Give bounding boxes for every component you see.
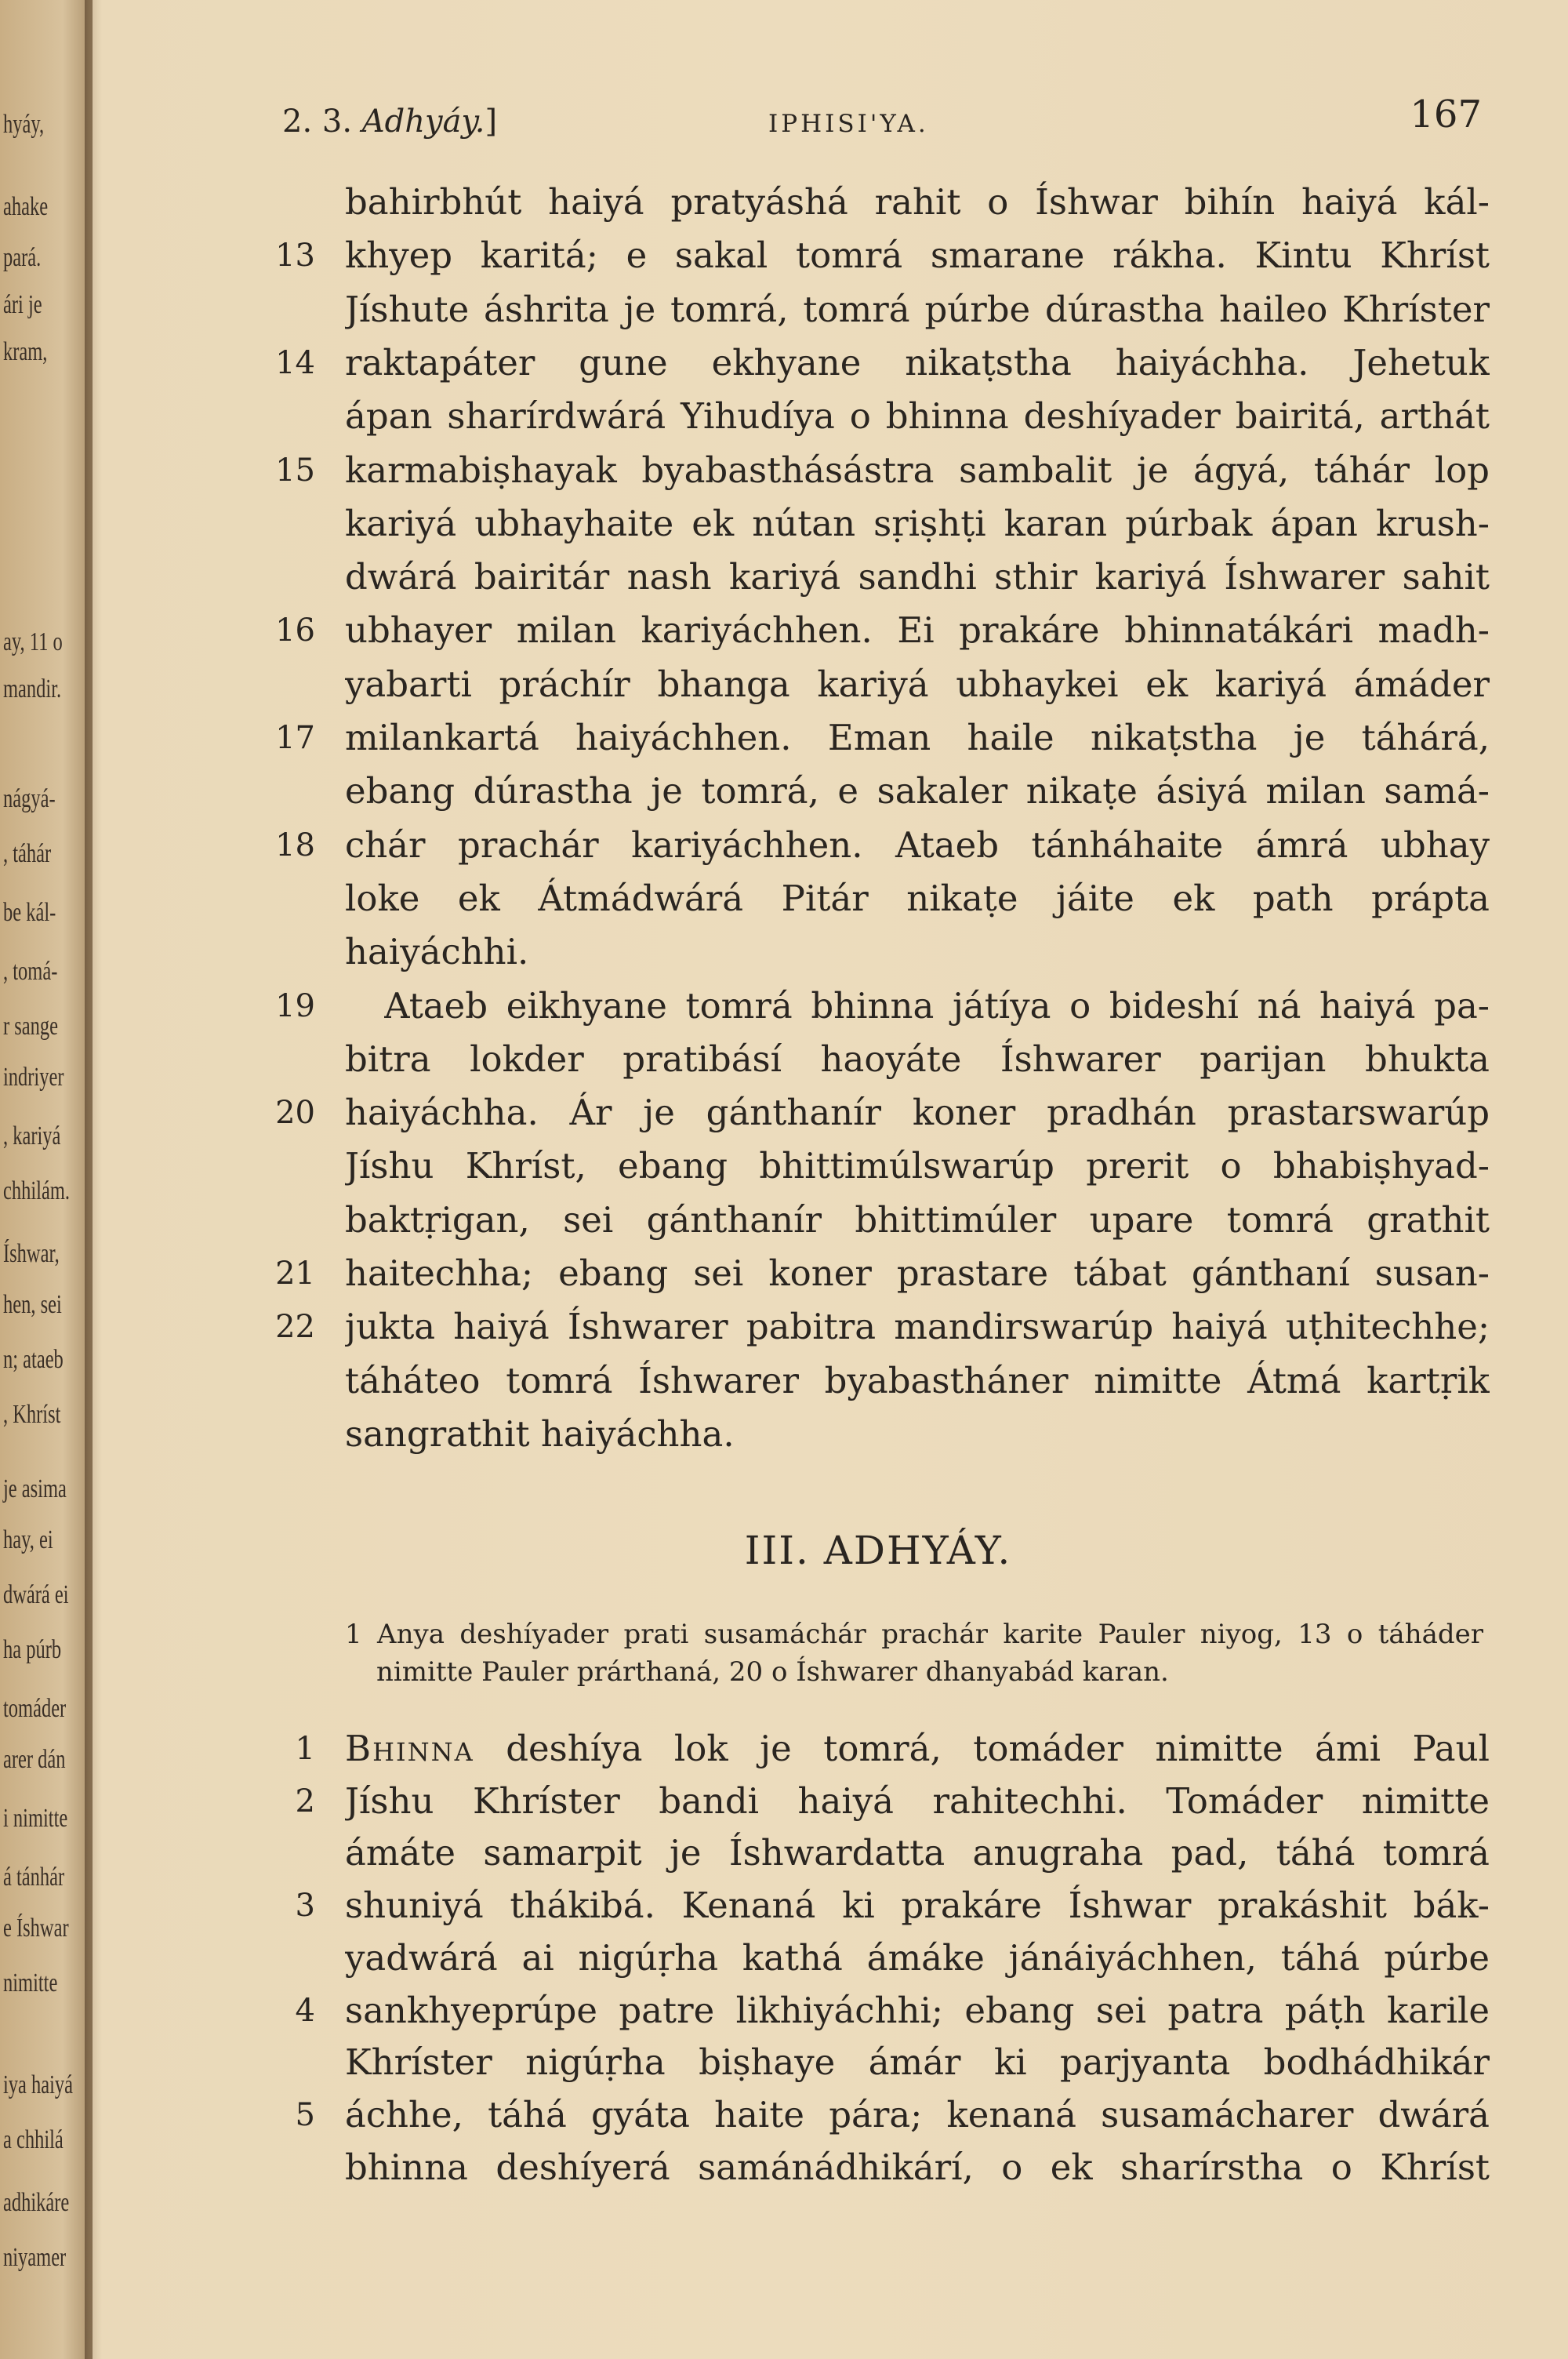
line-text: Bhinna deshíya lok je tomrá, tomáder nimitte ámi Paul xyxy=(345,1728,1490,1769)
line-text: Jíshu Khríst, ebang bhittimúlswarúp prerit o bhabiṣhyad- xyxy=(345,1145,1490,1187)
line-text: Khríster nigúṛha biṣhaye ámár ki parjyanta bodhádhikár xyxy=(345,2041,1490,2084)
page-gutter xyxy=(85,0,102,2359)
previous-page-fragment: niyamer xyxy=(3,2243,67,2272)
line-text: áchhe, táhá gyáta haite pára; kenaná susamácharer dwárá xyxy=(345,2093,1490,2135)
page-number: 167 xyxy=(1410,93,1482,136)
verse-number: 5 xyxy=(295,2096,315,2133)
running-header xyxy=(282,93,1482,140)
line-text: haiyáchhi. xyxy=(345,931,529,973)
previous-page-fragment: ári je xyxy=(3,290,42,319)
previous-page-fragment: á tánhár xyxy=(3,1863,65,1892)
verse-number: 18 xyxy=(275,827,315,863)
previous-page-fragment: dwárá ei xyxy=(3,1580,69,1609)
verse-number: 4 xyxy=(295,1992,315,2029)
previous-page-fragment: mandir. xyxy=(3,674,62,703)
verse-number: 19 xyxy=(275,987,315,1024)
verse-line xyxy=(267,2092,1490,2139)
verse-line xyxy=(267,1143,1490,1190)
previous-page-fragment: a chhilá xyxy=(3,2125,64,2154)
verse-number: 13 xyxy=(275,238,315,274)
running-title: IPHISI'YA. xyxy=(768,110,929,138)
verse-line xyxy=(267,393,1490,440)
verse-line xyxy=(267,2144,1490,2191)
verse-line xyxy=(267,286,1490,333)
line-text: dwárá bairitár nash kariyá sandhi sthir kariyá Íshwarer sahit xyxy=(345,556,1490,598)
header-section-italic: Adhyáy. xyxy=(361,104,485,140)
line-text: bitra lokder pratibásí haoyáte Íshwarer parijan bhukta xyxy=(345,1038,1490,1080)
verse-line xyxy=(267,1303,1490,1350)
previous-page-fragment: r sange xyxy=(3,1012,59,1041)
verse-line xyxy=(267,1987,1490,2034)
verse-line xyxy=(267,1197,1490,1244)
previous-page-fragment: i nimitte xyxy=(3,1804,68,1833)
line-text: yabarti práchír bhanga kariyá ubhaykei ek kariyá ámáder xyxy=(345,663,1490,705)
previous-page-fragment: hay, ei xyxy=(3,1525,53,1554)
previous-page-fragment: arer dán xyxy=(3,1745,66,1774)
verse-line xyxy=(267,2039,1490,2086)
previous-page-fragment: be kál- xyxy=(3,898,56,927)
verse-number: 2 xyxy=(295,1783,315,1819)
verse-line xyxy=(267,500,1490,547)
previous-page-fragment: je asima xyxy=(3,1474,67,1503)
verse-line xyxy=(267,1089,1490,1136)
verse-line xyxy=(267,607,1490,654)
line-text: ubhayer milan kariyáchhen. Ei prakáre bhinnatákári madh- xyxy=(345,609,1490,652)
verse-number: 17 xyxy=(275,720,315,756)
verse-line xyxy=(267,1725,1490,1772)
previous-page-fragment: nimitte xyxy=(3,1968,58,1997)
verse-number: 20 xyxy=(275,1095,315,1132)
previous-page-fragment: , tomá- xyxy=(3,957,58,986)
verse-line xyxy=(267,232,1490,279)
line-text: ebang dúrastha je tomrá, e sakaler nikaṭe ásiyá milan samá- xyxy=(345,770,1490,812)
verse-line xyxy=(267,661,1490,708)
verse-number: 16 xyxy=(275,612,315,649)
verse-line xyxy=(267,822,1490,869)
verse-line xyxy=(267,768,1490,815)
line-text: karmabiṣhayak byabasthásástra sambalit je ágyá, táhár lop xyxy=(345,449,1490,491)
line-text: haitechha; ebang sei koner prastare tábat gánthaní susan- xyxy=(345,1252,1490,1294)
previous-page-fragment: indriyer xyxy=(3,1063,64,1092)
chapter-3-title: III. ADHYÁY. xyxy=(744,1528,1012,1573)
verse-line xyxy=(267,1830,1490,1877)
drop-caps-word: Bhinna xyxy=(345,1728,474,1769)
verse-number: 1 xyxy=(295,1731,315,1767)
previous-page-fragment: , táhár xyxy=(3,839,52,868)
header-bracket: ] xyxy=(485,104,498,140)
verse-line xyxy=(267,340,1490,387)
verse-number: 21 xyxy=(275,1256,315,1292)
summary-text: nimitte Pauler prárthaná, 20 o Íshwarer dhanyabád karan. xyxy=(376,1656,1169,1688)
line-text: bhinna deshíyerá samánádhikárí, o ek sharírstha o Khríst xyxy=(345,2146,1490,2188)
line-text: Ataeb eikhyane tomrá bhinna játíya o bideshí ná haiyá pa- xyxy=(384,984,1490,1027)
line-text: milankartá haiyáchhen. Eman haile nikaṭstha je táhárá, xyxy=(345,717,1490,758)
verse-line xyxy=(267,714,1490,761)
previous-page-fragment: n; ataeb xyxy=(3,1345,64,1374)
line-text: Jíshu Khríster bandi haiyá rahitechhi. Tomáder nimitte xyxy=(345,1779,1490,1822)
summary-text: 1 Anya deshíyader prati susamáchár prachár karite Pauler niyog, 13 o táháder xyxy=(345,1619,1483,1650)
line-text: haiyáchha. Ár je gánthanír koner pradhán prastarswarúp xyxy=(345,1092,1490,1134)
line-text: loke ek Átmádwárá Pitár nikaṭe jáite ek path prápta xyxy=(345,877,1490,919)
line-text: kariyá ubhayhaite ek nútan sṛiṣhṭi karan púrbak ápan krush- xyxy=(345,502,1490,544)
verse-line xyxy=(267,983,1490,1030)
chapter-summary-line-1 xyxy=(345,1616,1483,1653)
previous-page-edge xyxy=(0,0,93,2359)
header-section-number: 2. 3. xyxy=(282,104,353,140)
verse-number: 14 xyxy=(275,344,315,381)
verse-line xyxy=(267,554,1490,601)
previous-page-fragment: tomáder xyxy=(3,1694,67,1723)
previous-page-fragment: chhilám. xyxy=(3,1176,70,1205)
previous-page-fragment: kram, xyxy=(3,337,48,366)
verse-line xyxy=(267,929,1490,976)
line-text: chár prachár kariyáchhen. Ataeb tánháhaite ámrá ubhay xyxy=(345,823,1490,866)
previous-page-fragment: pará. xyxy=(3,243,42,272)
previous-page-fragment: nágyá- xyxy=(3,784,56,813)
line-text: baktṛigan, sei gánthanír bhittimúler upare tomrá grathit xyxy=(345,1198,1490,1241)
verse-line xyxy=(267,1882,1490,1929)
line-text: sangrathit haiyáchha. xyxy=(345,1412,735,1455)
previous-page-fragment: , kariyá xyxy=(3,1121,61,1150)
verse-number: 15 xyxy=(275,452,315,489)
line-text: bahirbhút haiyá pratyáshá rahit o Íshwar bihín haiyá kál- xyxy=(345,181,1490,223)
line-text: Jíshute áshrita je tomrá, tomrá púrbe dúrastha haileo Khríster xyxy=(345,288,1490,330)
verse-line xyxy=(267,1358,1490,1405)
line-text: shuniyá thákibá. Kenaná ki prakáre Íshwar prakáshit bák- xyxy=(345,1885,1490,1927)
verse-line xyxy=(267,447,1490,494)
line-text: sankhyeprúpe patre likhiyáchhi; ebang sei patra páṭh karile xyxy=(345,1989,1490,2031)
verse-line xyxy=(267,1778,1490,1825)
verse-line xyxy=(267,875,1490,922)
verse-number: 22 xyxy=(275,1309,315,1346)
line-text: ámáte samarpit je Íshwardatta anugraha pad, táhá tomrá xyxy=(345,1832,1490,1874)
verse-line xyxy=(267,1411,1490,1458)
previous-page-fragment: ha púrb xyxy=(3,1635,62,1664)
verse-line xyxy=(267,1250,1490,1297)
line-text: ápan sharírdwárá Yihudíya o bhinna deshíyader bairitá, arthát xyxy=(345,395,1490,438)
verse-line xyxy=(267,1036,1490,1083)
previous-page-fragment: e Íshwar xyxy=(3,1914,69,1943)
verse-line xyxy=(267,1935,1490,1982)
previous-page-fragment: iya haiyá xyxy=(3,2070,74,2099)
header-section xyxy=(282,104,497,140)
previous-page-fragment: hen, sei xyxy=(3,1290,62,1319)
line-text: yadwárá ai nigúṛha kathá ámáke jánáiyáchhen, táhá púrbe xyxy=(345,1936,1490,1979)
line-text: táháteo tomrá Íshwarer byabastháner nimitte Átmá kartṛik xyxy=(345,1359,1490,1401)
previous-page-fragment: hyáy, xyxy=(3,110,45,139)
line-text: khyep karitá; e sakal tomrá smarane rákha. Kintu Khríst xyxy=(345,234,1490,277)
previous-page-fragment: ahake xyxy=(3,192,49,221)
line-text: jukta haiyá Íshwarer pabitra mandirswarúp haiyá uṭhitechhe; xyxy=(345,1306,1490,1348)
verse-line xyxy=(267,179,1490,226)
verse-number: 3 xyxy=(295,1888,315,1925)
previous-page-fragment: Íshwar, xyxy=(3,1239,60,1268)
previous-page-fragment: , Khríst xyxy=(3,1400,61,1429)
previous-page-fragment: ay, 11 o xyxy=(3,627,63,656)
line-text: raktapáter gune ekhyane nikaṭstha haiyáchha. Jehetuk xyxy=(345,341,1490,383)
previous-page-fragment: adhikáre xyxy=(3,2188,70,2217)
chapter-summary-line-2 xyxy=(345,1653,1483,1691)
